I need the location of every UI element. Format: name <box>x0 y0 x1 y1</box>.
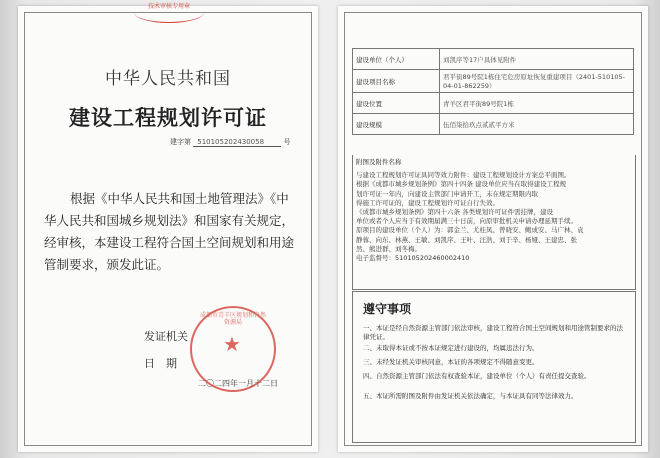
notice-item: 四、自然资源主管部门依法有权查验本证，建设单位（个人）有责任提交查验。 <box>363 372 591 380</box>
attachments-section <box>352 155 636 290</box>
issue-date: 二〇二四年一月十二日 <box>198 379 278 388</box>
attachment-line: 电子监督号：510105202460002410 <box>356 254 470 263</box>
attachment-line: 划许可证一年内，向建设主管部门申请开工，未在规定期限内取 <box>356 189 538 198</box>
attachment-line: 单位或者个人应当于有效期届满三十日前，向原审批机关申请办理延期手续。 <box>356 217 577 226</box>
row-value: 青羊区君平街89号院1栋 <box>440 93 634 114</box>
table-row <box>353 70 634 93</box>
license-title: 建设工程规划许可证 <box>69 106 267 130</box>
notice-item: 三、未经发证机关审核同意，本证的各项规定不得随意变更。 <box>363 358 539 366</box>
license-body-text: 根据《中华人民共和国土地管理法》《中华人民共和国城乡规划法》和国家有关规定，经审核，本建设工程符合国土空间规划和用途管制要求，颁发此证。 <box>44 191 295 272</box>
attachment-line: 然、熊进群、刘冬梅。 <box>356 244 421 253</box>
attachment-line: 得施工许可证的，建设工程规划许可证自行失效。 <box>356 198 499 207</box>
row-value: 伍佰柒拾玖点贰贰平方米 <box>440 114 634 135</box>
top-red-stamp: 技术审核专用章 <box>134 2 204 23</box>
number-suffix: 号 <box>283 138 291 146</box>
notice-item: 一、本证是经自然资源主管部门依法审核，建设工程符合国土空间规划和用途管制要求的法律凭证。 <box>363 324 623 341</box>
date-label: 日 期 <box>144 357 177 370</box>
license-left-page <box>18 3 318 452</box>
notice-item: 二、未取得本证或不按本证规定进行建设的，均属违法行为。 <box>363 344 539 352</box>
row-label: 建设项目名称 <box>353 70 440 93</box>
attachments-label: 附图及附件名称 <box>356 158 402 166</box>
issuer-label: 发证机关 <box>144 330 188 343</box>
row-label: 建设单位（个人） <box>353 49 440 70</box>
license-right-page <box>338 6 648 452</box>
row-label: 建设位置 <box>353 93 440 114</box>
attachment-line: 原项目的建设单位（个人）为：郭金兰、尤桂凤、曾晓安、鲍成安、马广林、袁 <box>356 226 584 235</box>
attachment-line: 与建设工程规划许可证具同等效力附件：建设工程规划设计方案总平面图。 <box>356 171 571 180</box>
attachment-line: 《成都市城乡规划条例》第四十六条 各类规划许可证件需挂牌，建设 <box>356 208 554 217</box>
notice-item: 五、本证所需附图及附件由发证机关依法确定，与本证具有同等法律效力。 <box>363 392 578 400</box>
number-prefix: 建字第 <box>170 138 191 146</box>
license-number <box>170 137 290 147</box>
table-row <box>353 114 634 135</box>
official-seal <box>190 306 276 392</box>
row-label: 建设规模 <box>353 114 440 135</box>
notice-section <box>352 291 636 443</box>
project-info-table <box>352 48 634 135</box>
nation-title: 中华人民共和国 <box>105 69 231 89</box>
seal-text: 成都市青羊区规划和自然资源局 <box>199 312 266 326</box>
number-value: 510105202430058 <box>193 138 281 147</box>
star-icon: ★ <box>223 332 241 356</box>
table-row <box>353 93 634 114</box>
row-value: 君平街89号院1栋住宅危房原址恢复重建项目（2401-510105-04-01-862259） <box>440 70 634 93</box>
table-row <box>353 49 634 70</box>
row-value: 刘凯序等17户具体见附件 <box>440 49 634 70</box>
attachment-line: 静蓉、向东、林燕、王敏、刘凯序、王叶、汪浩、刘于辛、杨娅、王建忠、张 <box>356 235 577 244</box>
notice-title: 遵守事项 <box>363 302 412 316</box>
attachment-line: 根据《成都市城乡规划条例》第四十四条 建设单位应当在取得建设工程规 <box>356 180 567 189</box>
